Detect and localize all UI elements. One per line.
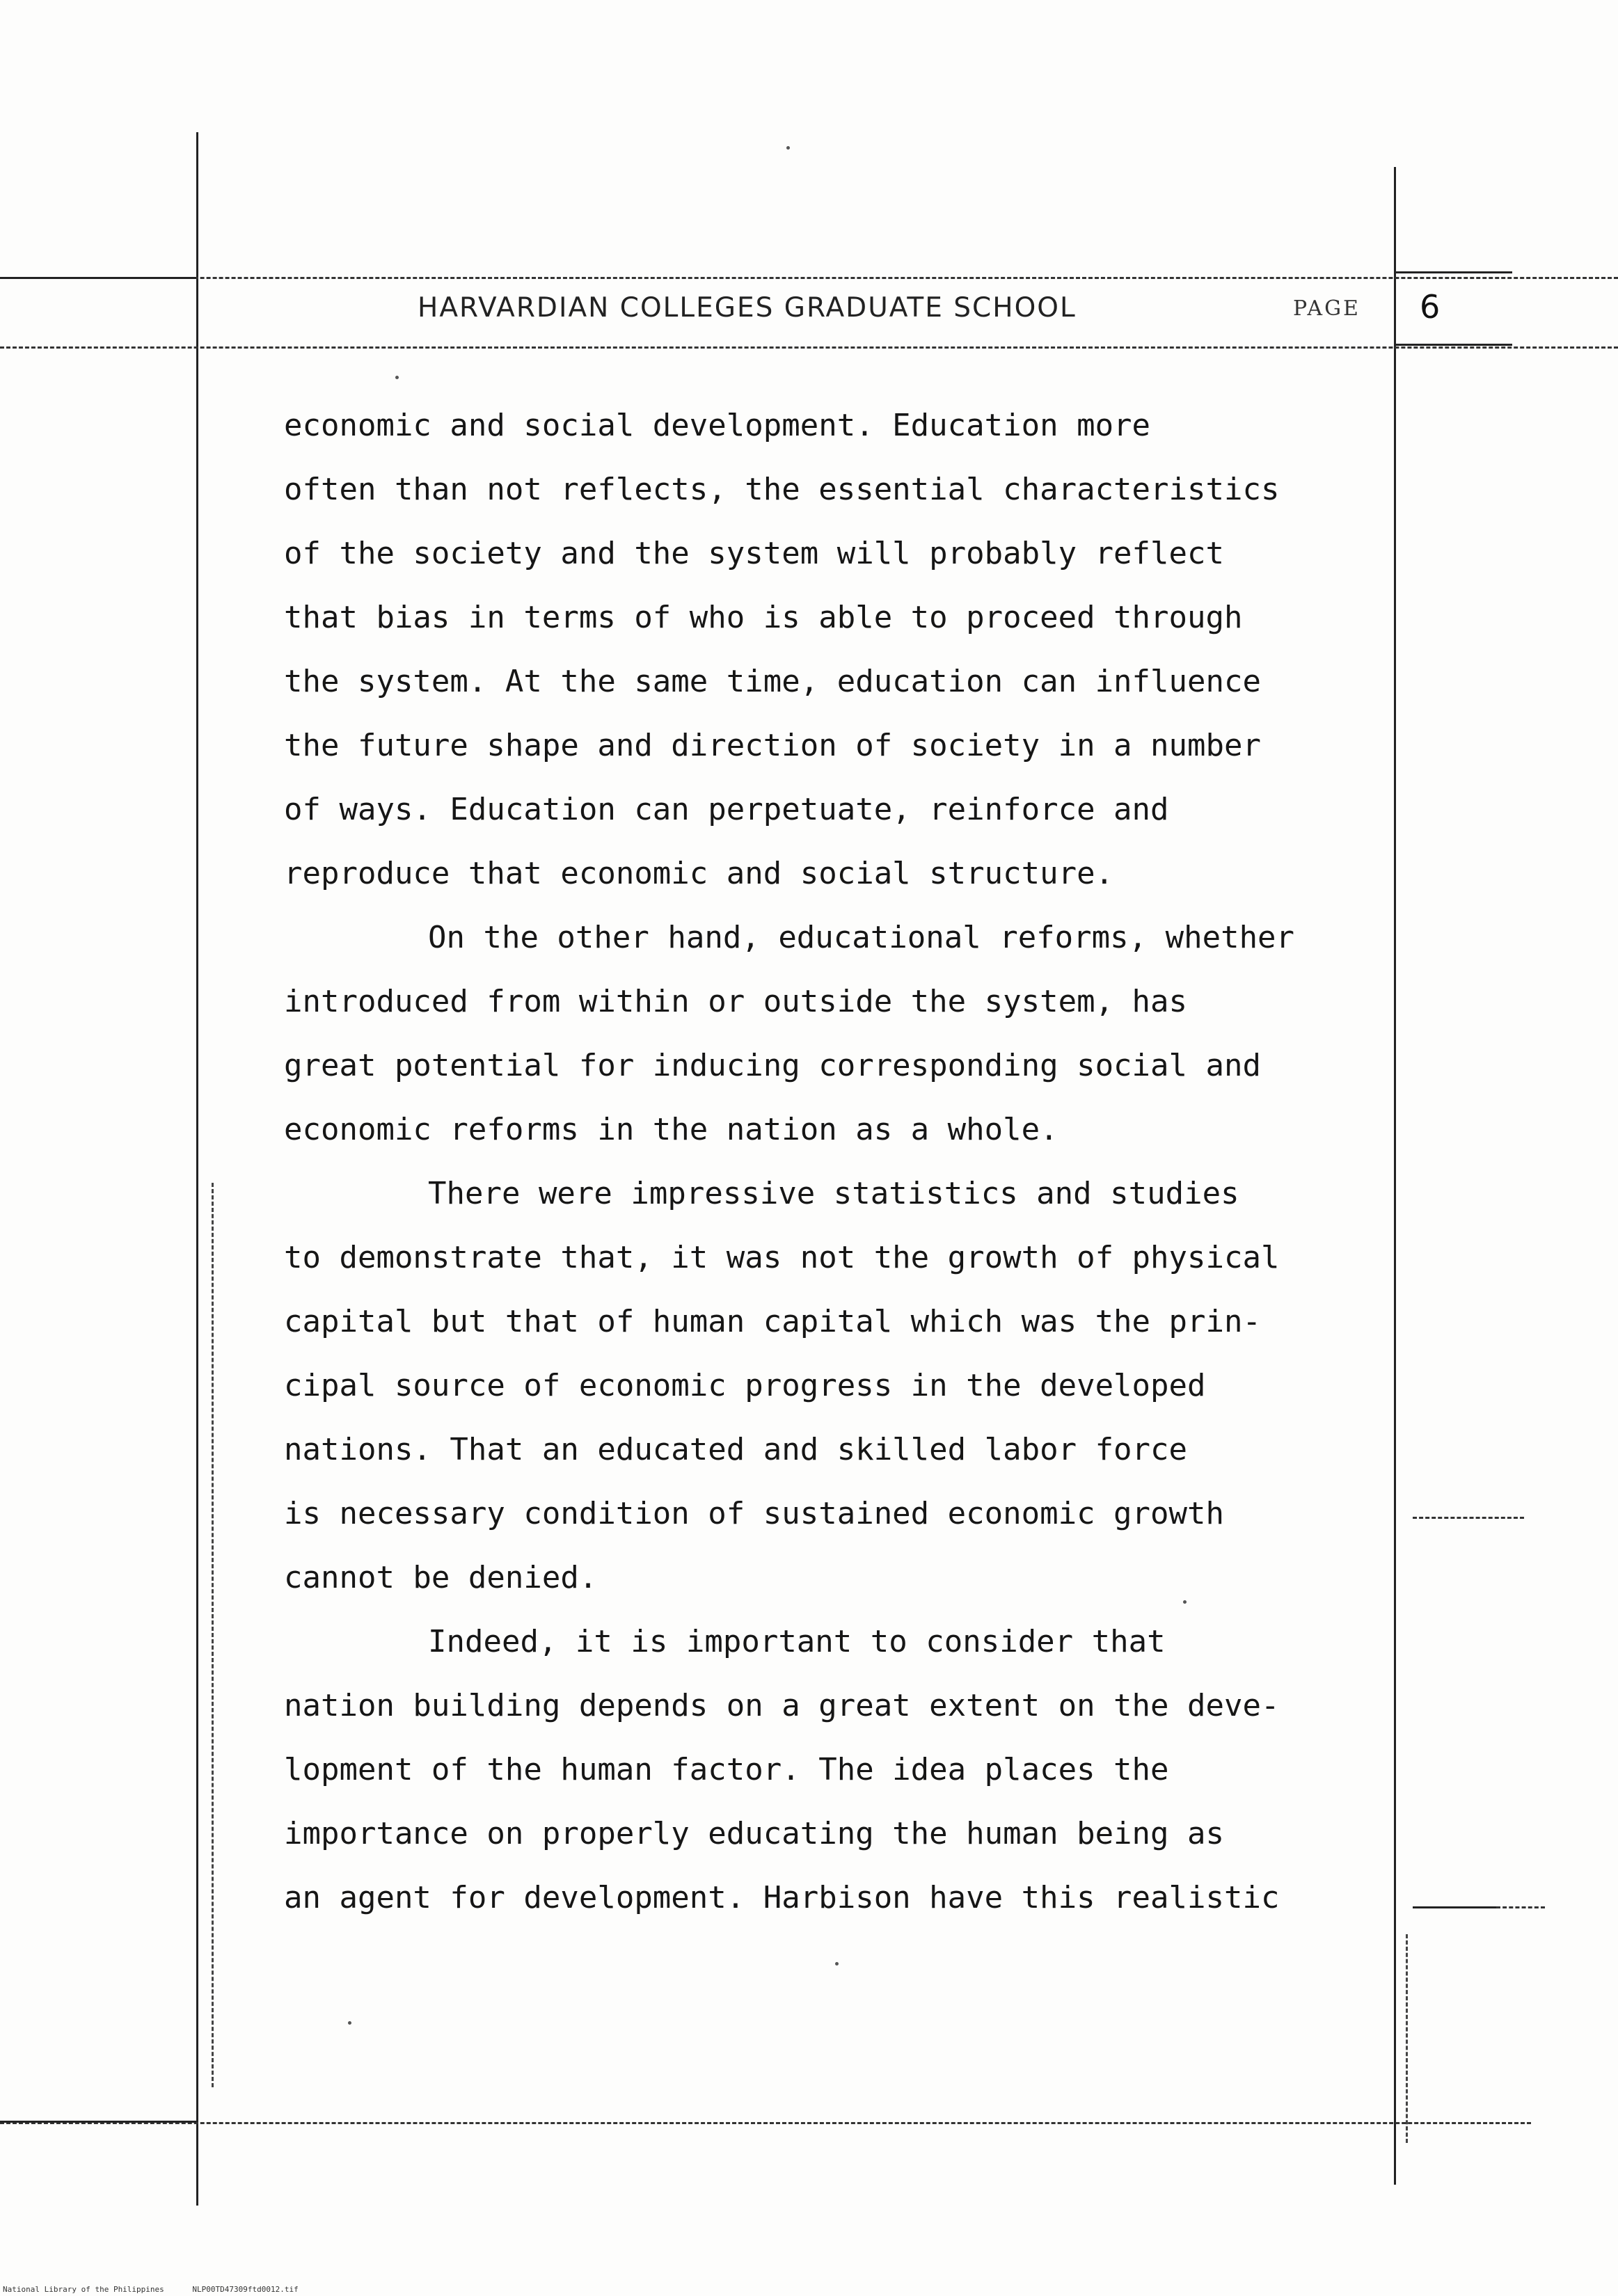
scan-speck	[786, 146, 790, 150]
page-number: 6	[1420, 288, 1441, 326]
header-bottom-rule	[0, 346, 1618, 349]
text-line: On the other hand, educational reforms, whether	[428, 920, 1295, 955]
scan-file-id: NLP00TD47309ftd0012.tif	[192, 2285, 299, 2294]
footer-rule	[0, 2122, 1531, 2124]
header-page-label: PAGE	[1293, 296, 1361, 321]
text-line: cipal source of economic progress in the developed	[284, 1368, 1206, 1403]
text-line: economic and social development. Education more	[284, 408, 1151, 443]
library-credit: National Library of the Philippines	[3, 2285, 164, 2294]
page-box-rule-top-right	[1394, 271, 1512, 273]
left-margin-rule	[196, 132, 198, 2206]
text-line: capital but that of human capital which was the prin-	[284, 1304, 1261, 1339]
text-line: an agent for development. Harbison have this realistic	[284, 1880, 1280, 1915]
text-line: economic reforms in the nation as a whole.	[284, 1112, 1058, 1147]
right-margin-mark-1	[1413, 1517, 1524, 1519]
scan-footer	[3, 2285, 322, 2294]
scan-speck	[395, 376, 399, 379]
text-line: to demonstrate that, it was not the growth of physical	[284, 1240, 1280, 1275]
text-line: the system. At the same time, education can influence	[284, 664, 1261, 699]
text-line: cannot be denied.	[284, 1560, 598, 1595]
page-box-rule-bottom-right	[1394, 344, 1512, 346]
right-margin-mark-3	[1496, 1906, 1545, 1908]
text-line: There were impressive statistics and studies	[428, 1176, 1239, 1211]
text-line: great potential for inducing corresponding social and	[284, 1048, 1261, 1083]
text-line: of the society and the system will probably reflect	[284, 536, 1225, 571]
text-line: reproduce that economic and social structure.	[284, 856, 1114, 891]
text-line: often than not reflects, the essential characteristics	[284, 472, 1280, 507]
text-line: is necessary condition of sustained economic growth	[284, 1496, 1225, 1531]
header-title: HARVARDIAN COLLEGES GRADUATE SCHOOL	[418, 292, 1077, 324]
scan-speck	[835, 1962, 839, 1966]
body-text	[284, 394, 1397, 1930]
right-margin-mark-2	[1413, 1906, 1496, 1908]
text-line: of ways. Education can perpetuate, reinforce and	[284, 792, 1169, 827]
left-margin-dash	[212, 1183, 214, 2087]
right-margin-rule-lower	[1406, 1934, 1408, 2143]
header-top-rule	[0, 277, 1618, 279]
text-line: lopment of the human factor. The idea places the	[284, 1752, 1169, 1787]
scan-speck	[1183, 1600, 1187, 1604]
header-top-rule-solid	[0, 277, 196, 279]
text-line: nations. That an educated and skilled labor force	[284, 1432, 1188, 1467]
text-line: that bias in terms of who is able to proceed through	[284, 600, 1243, 635]
scan-speck	[348, 2021, 351, 2025]
text-line: Indeed, it is important to consider that	[428, 1624, 1166, 1659]
text-line: importance on properly educating the human being as	[284, 1816, 1225, 1851]
text-line: the future shape and direction of society in a number	[284, 728, 1261, 763]
text-line: nation building depends on a great extent on the deve-	[284, 1688, 1280, 1723]
text-line: introduced from within or outside the system, has	[284, 984, 1188, 1019]
footer-rule-solid-left	[0, 2121, 196, 2123]
